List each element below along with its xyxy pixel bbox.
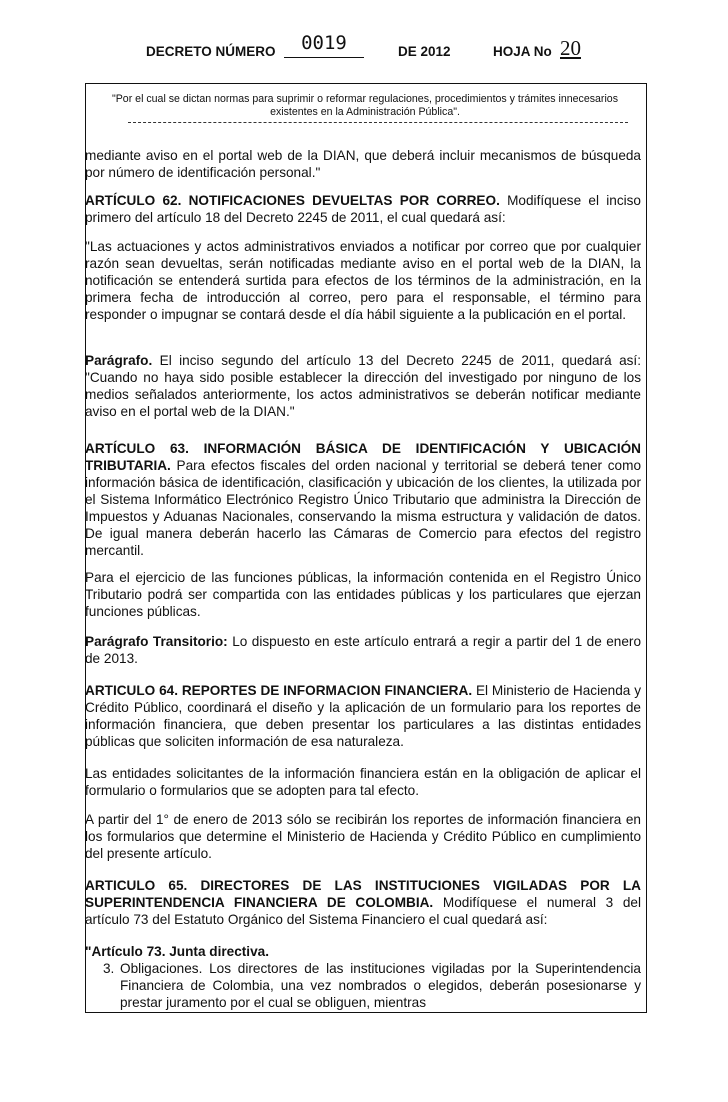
- paragrafo-1-title: Parágrafo.: [85, 353, 153, 368]
- decree-subtitle: "Por el cual se dictan normas para suprimir o reformar regulaciones, procedimientos y trámites innecesarios existentes en la Administración Pública".: [111, 93, 618, 118]
- article-65-title: ARTICULO 65. DIRECTORES DE LAS INSTITUCIONES VIGILADAS POR LA SUPERINTENDENCIA FINANCIERA DE COLOMBIA.: [85, 878, 641, 910]
- article-63-text: Para efectos fiscales del orden nacional y territorial se deberá tener como información básica de identificación, clasificación y ubicación de los clientes, la utilizada por el Sistema Informático Electrónico Registro Único Tributario que administra la Dirección de Impuestos y Aduanas Nacionales, conservando la misma estructura y validación de datos. De igual manera deberán hacerlo las Cámaras de Comercio para efectos del registro mercantil.: [85, 458, 641, 558]
- page-header: [0, 30, 728, 70]
- article-64-text: El Ministerio de Hacienda y Crédito Público, coordinará el diseño y la aplicación de un formulario para los reportes de información financiera, que deben presentar los particulares a las distintas entidades públicas que soliciten información de esa naturaleza.: [85, 683, 641, 749]
- article-63-title: ARTÍCULO 63. INFORMACIÓN BÁSICA DE IDENTIFICACIÓN Y UBICACIÓN TRIBUTARIA.: [85, 441, 641, 473]
- article-63-paragraph-2: Para el ejercicio de las funciones públicas, la información contenida en el Registro Único Tributario podrá ser compartida con las entidades públicas y los particulares que ejerzan funciones públicas.: [85, 570, 641, 619]
- article-65-text: Modifíquese el numeral 3 del artículo 73 del Estatuto Orgánico del Sistema Financiero el cual quedará así:: [85, 895, 642, 927]
- paragrafo-transitorio-text: Lo dispuesto en este artículo entrará a regir a partir del 1 de enero de 2013.: [85, 634, 642, 666]
- article-62: [85, 192, 641, 226]
- page-label: HOJA No: [493, 44, 552, 59]
- decree-number-label: DECRETO NÚMERO: [146, 44, 276, 59]
- article-73-title: "Artículo 73. Junta directiva.: [85, 944, 269, 959]
- paragrafo-transitorio: [85, 633, 641, 667]
- article-63: [85, 440, 641, 559]
- article-62-title: ARTÍCULO 62. NOTIFICACIONES DEVUELTAS POR CORREO.: [85, 193, 500, 208]
- page-number: 20: [560, 36, 581, 60]
- paragrafo-1: [85, 352, 641, 420]
- article-64-paragraph-2: Las entidades solicitantes de la información financiera están en la obligación de aplicar el formulario o formularios que se adopten para tal efecto.: [85, 766, 641, 798]
- article-64-title: ARTICULO 64. REPORTES DE INFORMACION FINANCIERA.: [85, 683, 473, 698]
- paragraph-continuation: mediante aviso en el portal web de la DIAN, que deberá incluir mecanismos de búsqueda por número de identificación personal.": [85, 148, 641, 180]
- article-62-quote: "Las actuaciones y actos administrativos enviados a notificar por correo que por cualquier razón sean devueltas, serán notificadas mediante aviso en el portal web de la DIAN, la notificación se entenderá surtida para efectos de los términos de la administración, en la primera fecha de introducción al correo, pero para el responsable, el término para responder o impugnar se contará desde el día hábil siguiente a la publicación en el portal.: [85, 239, 641, 322]
- decree-number: 0019: [284, 32, 364, 58]
- article-64: [85, 682, 641, 750]
- article-64-paragraph-3: A partir del 1° de enero de 2013 sólo se recibirán los reportes de información financiera en los formularios que determine el Ministerio de Hacienda y Crédito Público en cumplimiento del presente artículo.: [85, 812, 641, 861]
- article-62-text: Modifíquese el inciso primero del artículo 18 del Decreto 2245 de 2011, el cual quedará así:: [85, 193, 641, 225]
- dashed-divider: [128, 122, 628, 123]
- paragrafo-transitorio-title: Parágrafo Transitorio:: [85, 634, 228, 649]
- article-65: [85, 877, 641, 928]
- decree-year: DE 2012: [398, 44, 451, 59]
- list-item-text: Obligaciones. Los directores de las instituciones vigiladas por la Superintendencia Financiera de Colombia, una vez nombrados o elegidos, deberán posesionarse y prestar juramento por el cual se obliguen, mientras: [120, 961, 641, 1010]
- paragrafo-1-text: El inciso segundo del artículo 13 del Decreto 2245 de 2011, quedará así: "Cuando no haya sido posible establecer la dirección del investigado por ninguno de los medios señalados anteriormente, los actos administrativos se deberán notificar mediante aviso en el portal web de la DIAN.": [85, 353, 641, 419]
- list-item-number: 3.: [103, 961, 115, 976]
